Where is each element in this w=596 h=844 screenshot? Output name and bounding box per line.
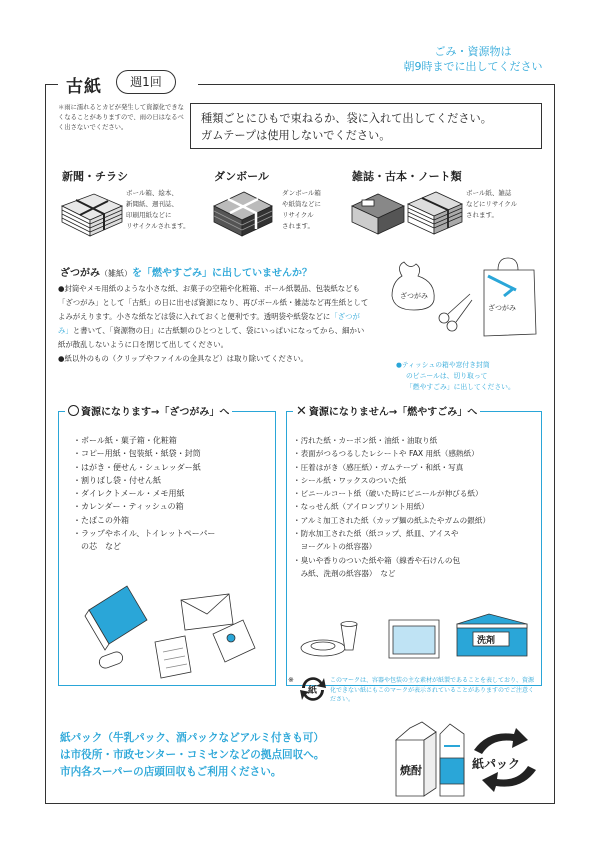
- text: ●封筒やメモ用紙のような小さな紙、お菓子の空箱や化粧箱、ボール紙製品、包装紙なども「ざつがみ」として「古紙」の日に出せば資源になり、再びボール紙・雑誌など再生紙としてよみがえります。小さな紙などは袋に入れておくと便利です。透明袋や紙袋などに: [58, 284, 369, 321]
- detergent-label: 洗剤: [477, 636, 496, 646]
- zatsugami-heading-paren: （雑紙）: [100, 269, 132, 278]
- tissue-note: [396, 360, 546, 393]
- deadline-note: [388, 44, 558, 74]
- zatsugami-heading-question: を「燃やすごみ」に出していませんか？: [132, 268, 312, 279]
- list-item: ・アルミ加工された紙（カップ麺の紙ふたやガムの銀紙）: [293, 515, 491, 525]
- list-item: ・はがき・便せん・シュレッダー紙: [73, 462, 201, 472]
- list-item: ・表面がつるつるしたレシートや FAX 用紙（感熱紙）: [293, 449, 479, 459]
- zatsugami-heading: [60, 264, 312, 279]
- carton-recycle-mark-icon: [468, 728, 542, 792]
- newspaper-bundle-icon: [58, 184, 126, 240]
- ok-heading-text: 資源になります→「ざつがみ」へ: [81, 407, 230, 418]
- list-item: ・汚れた紙・カーボン紙・油紙・油取り紙: [293, 436, 438, 445]
- zatsugami-bags-illustration: [386, 256, 546, 352]
- carton-collection-text: [60, 730, 390, 781]
- list-item: ・割りばし袋・付せん紙: [73, 475, 161, 485]
- list-item: ・ビニールコート紙（破いた時にビニールが伸びる紙）: [293, 489, 483, 499]
- carton-line1: 紙パック（牛乳パック、酒パックなどアルミ付きも可）: [60, 732, 324, 744]
- page-title: 古紙: [66, 77, 102, 97]
- list-item: ・カレンダー・ティッシュの箱: [73, 502, 184, 512]
- list-item: ・ラップやホイル、トイレットペーパー: [73, 529, 216, 539]
- mark-note-prefix: ※: [288, 676, 294, 684]
- carton-line3: 市内各スーパーの店頭回収もご利用ください。: [60, 766, 282, 778]
- paper-items-illustration: [69, 580, 269, 680]
- desc-line: されます。: [466, 211, 498, 219]
- desc-line: などにリサイクル: [466, 200, 518, 208]
- non-recyclable-illustration: [293, 606, 537, 664]
- tissue-note-line: のビニールは、切り取って: [406, 372, 488, 380]
- text: と書いて、「資源物の日」に古紙類のひとつとして、袋にいっぱいになってから、細かい紙が散乱しないように口を閉じて出してください。: [58, 326, 365, 349]
- zatsugami-heading-main: ざつがみ: [60, 268, 100, 279]
- desc-line: ダンボール箱: [282, 189, 321, 197]
- list-item: ・コピー用紙・包装紙・紙袋・封筒: [73, 449, 201, 459]
- desc-line: リサイクル: [282, 211, 314, 219]
- mark-note: このマークは、容器や包装の主な素材が紙製であることを表しており、資源化できない紙にもこのマークが表示されていることがありますのでご注意ください。: [330, 677, 535, 703]
- bag-label-2: ざつがみ: [488, 304, 516, 312]
- category-desc-magazines: [466, 188, 517, 221]
- desc-line: リサイクルされます。: [126, 222, 190, 230]
- list-item: ・たばこの外箱: [73, 515, 129, 525]
- magazine-bundles-icon: [348, 184, 466, 240]
- desc-line: や紙筒などに: [282, 200, 321, 208]
- category-desc-cardboard: [282, 188, 321, 232]
- list-item: ・ダイレクトメール・メモ用紙: [73, 489, 185, 499]
- highlight-text: 「ざつがみ」: [58, 312, 360, 335]
- ng-heading-text: 資源になりません→「燃やすごみ」へ: [308, 407, 478, 418]
- list-item: ・防水加工された紙（紙コップ、紙皿、アイスや: [293, 529, 459, 539]
- ok-item-list: [73, 434, 215, 554]
- zatsugami-body: [58, 282, 370, 366]
- carton-mark-label: 紙パック: [472, 757, 521, 771]
- category-title-cardboard: ダンボール: [214, 170, 269, 183]
- list-item: ・なっせん紙（アイロンプリント用紙）: [293, 502, 429, 512]
- desc-line: ボール紙、雑誌: [466, 189, 512, 197]
- desc-line: ボール箱、絵本、: [126, 189, 178, 197]
- desc-line: 新聞紙、週刊誌、: [126, 200, 178, 208]
- howto-box: [190, 103, 542, 149]
- circle-icon: [68, 405, 79, 416]
- ng-heading: [293, 403, 480, 419]
- list-item: み紙、洗剤の紙容器） など: [293, 568, 396, 578]
- howto-line1: 種類ごとにひもで束ねるか、袋に入れて出してください。: [201, 112, 492, 125]
- zatsugami-paragraph-2: ●紙以外のもの（クリップやファイルの金具など）は取り除いてください。: [58, 354, 308, 363]
- list-item: ヨーグルトの紙容器）: [293, 542, 377, 552]
- howto-line2: ガムテープは使用しないでください。: [201, 129, 391, 142]
- desc-line: されます。: [282, 222, 314, 230]
- rain-note: ＊雨に濡れるとカビが発生して資源化できなくなることがありますので、雨の日はなるべく出さないでください。: [58, 104, 184, 131]
- resource-ok-box: [58, 407, 276, 686]
- ng-item-list: [293, 434, 490, 580]
- tissue-note-line: ●ティッシュの箱や窓付き封筒: [396, 361, 490, 369]
- deadline-line2: 朝9時までに出してください: [403, 60, 543, 73]
- cross-icon: ✕: [296, 404, 307, 419]
- bag-label-1: ざつがみ: [400, 292, 428, 300]
- carton-illustration: [392, 718, 468, 798]
- category-title-magazines: 雑誌・古本・ノート類: [352, 170, 462, 183]
- list-item: ・シール紙・ワックスのついた紙: [293, 475, 407, 485]
- list-item: の芯 など: [73, 542, 121, 552]
- list-item: ・ボール紙・菓子箱・化粧箱: [73, 436, 177, 445]
- resource-ng-box: [286, 404, 542, 686]
- list-item: ・圧着はがき（感圧紙）・ガムテープ・和紙・写真: [293, 462, 464, 472]
- category-title-newspaper: 新聞・チラシ: [62, 170, 128, 183]
- weekly-badge: 週1回: [116, 70, 176, 94]
- ok-heading: [65, 403, 232, 418]
- tissue-note-line: 「燃やすごみ」に出してください。: [406, 383, 515, 391]
- zatsugami-paragraph-1: [58, 282, 370, 352]
- carton-label: 焼酎: [400, 764, 422, 777]
- deadline-line1: ごみ・資源物は: [434, 45, 512, 58]
- list-item: ・臭いや香りのついた紙や箱（線香や石けんの包: [293, 555, 461, 565]
- mark-symbol: 紙: [308, 686, 318, 696]
- cardboard-bundle-icon: [210, 184, 276, 240]
- desc-line: 印刷用紙などに: [126, 211, 172, 219]
- carton-line2: は市役所・市政センター・コミセンなどの拠点回収へ。: [60, 749, 325, 761]
- category-desc-newspaper: [126, 188, 190, 232]
- paper-recycle-mark-icon: [298, 676, 328, 702]
